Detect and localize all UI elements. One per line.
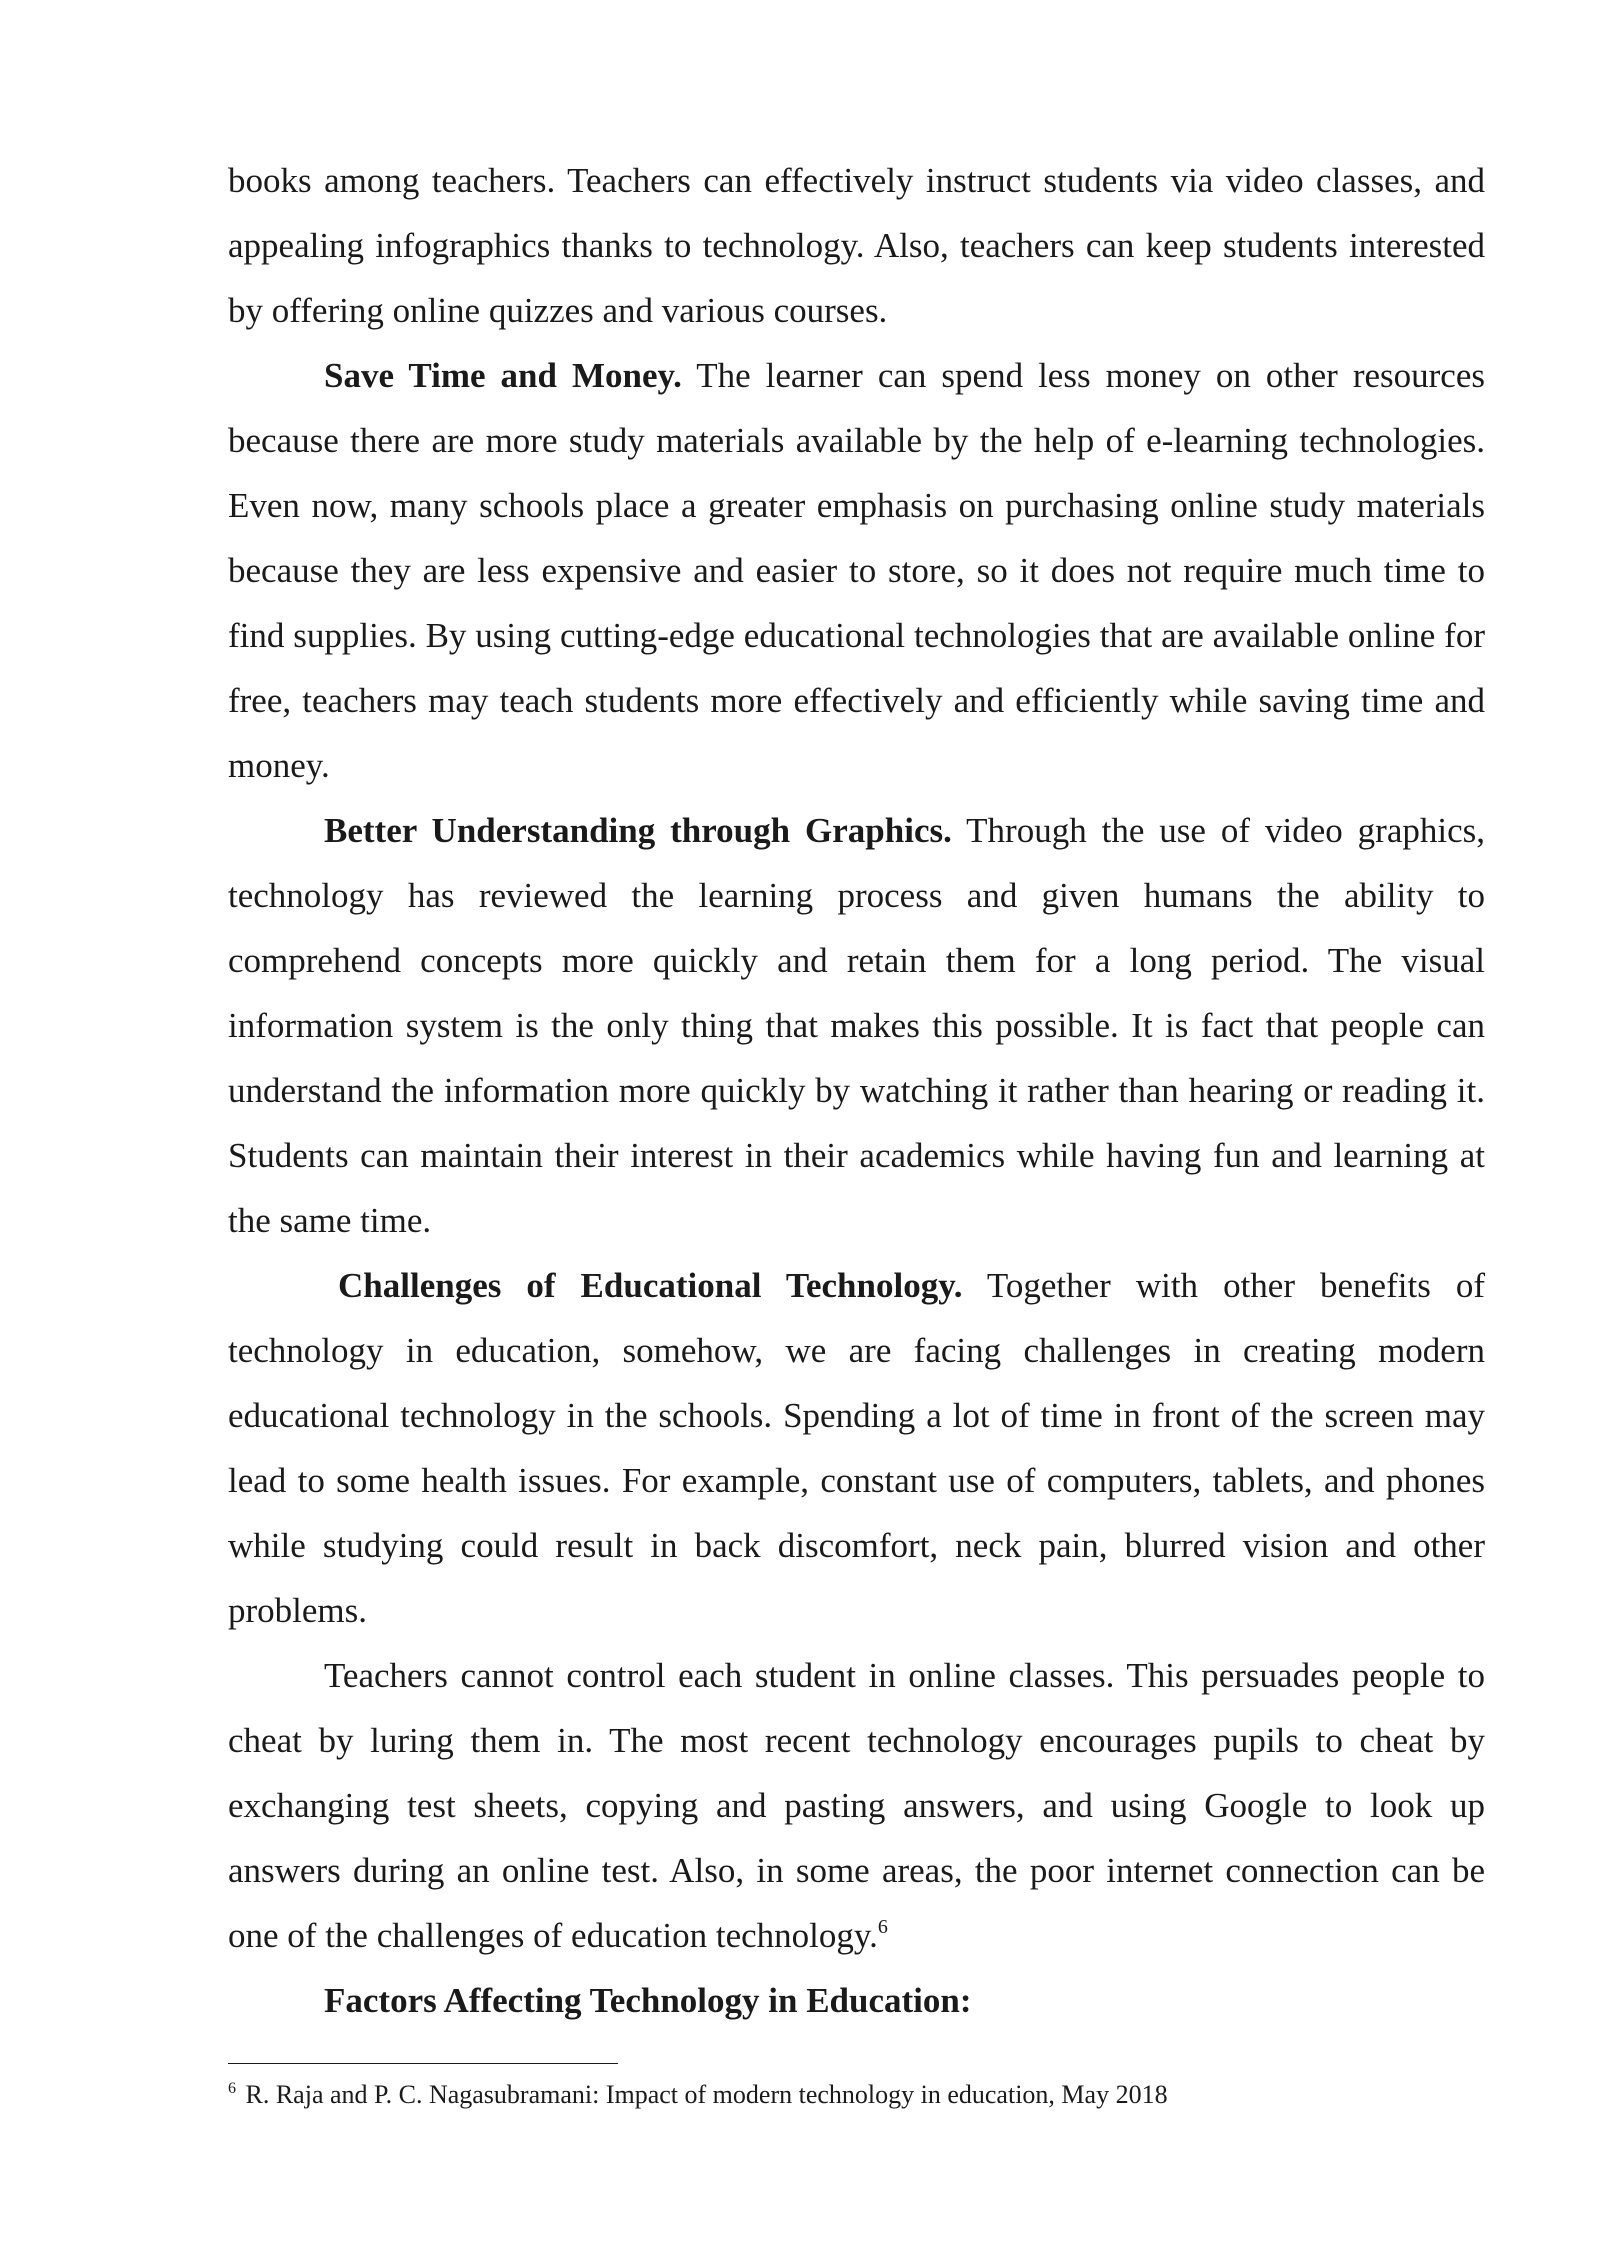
- footnote-text: R. Raja and P. C. Nagasubramani: Impact of modern technology in education, May 2018: [239, 2080, 1168, 2109]
- document-body: [228, 148, 1485, 2033]
- paragraph-lead-heading: Save Time and Money.: [324, 356, 682, 395]
- footnote: [228, 2078, 1485, 2112]
- paragraph-intro-continuation: [228, 148, 1485, 343]
- paragraph-cheating: [228, 1643, 1485, 1968]
- section-heading: Factors Affecting Technology in Education:: [324, 1981, 972, 2020]
- paragraph-lead-heading: Challenges of Educational Technology.: [338, 1266, 963, 1305]
- paragraph-lead-heading: Better Understanding through Graphics.: [324, 811, 952, 850]
- paragraph-text: Teachers cannot control each student in online classes. This persuades people to cheat by luring them in. The most recent technology encourages pupils to cheat by exchanging test sheets, copying and pasting answers, and using Google to look up answers during an online test. Also, in some areas, the poor internet connection can be one of the challenges of education technology.: [228, 1656, 1485, 1955]
- footnote-number: 6: [228, 2080, 236, 2097]
- footnote-separator: [228, 2063, 618, 2064]
- paragraph-text: Together with other benefits of technology in education, somehow, we are facing challenges in creating modern educational technology in the schools. Spending a lot of time in front of the screen may lead to some health issues. For example, constant use of computers, tablets, and phones while studying could result in back discomfort, neck pain, blurred vision and other problems.: [228, 1266, 1486, 1630]
- paragraph-text: Through the use of video graphics, technology has reviewed the learning process and given humans the ability to comprehend concepts more quickly and retain them for a long period. The visual information system is the only thing that makes this possible. It is fact that people can understand the information more quickly by watching it rather than hearing or reading it. Students can maintain their interest in their academics while having fun and learning at the same time.: [228, 811, 1485, 1240]
- paragraph-save-time-money: [228, 343, 1485, 798]
- paragraph-text: The learner can spend less money on other resources because there are more study materials available by the help of e-learning technologies. Even now, many schools place a greater emphasis on purchasing online study materials because they are less expensive and easier to store, so it does not require much time to find supplies. By using cutting-edge educational technologies that are available online for free, teachers may teach students more effectively and efficiently while saving time and money.: [228, 356, 1485, 785]
- footnote-marker[interactable]: 6: [877, 1916, 888, 1938]
- paragraph-challenges: [228, 1253, 1485, 1643]
- paragraph-text: books among teachers. Teachers can effectively instruct students via video classes, and appealing infographics thanks to technology. Also, teachers can keep students interested by offering online quizzes and various courses.: [228, 161, 1485, 330]
- paragraph-better-understanding: [228, 798, 1485, 1253]
